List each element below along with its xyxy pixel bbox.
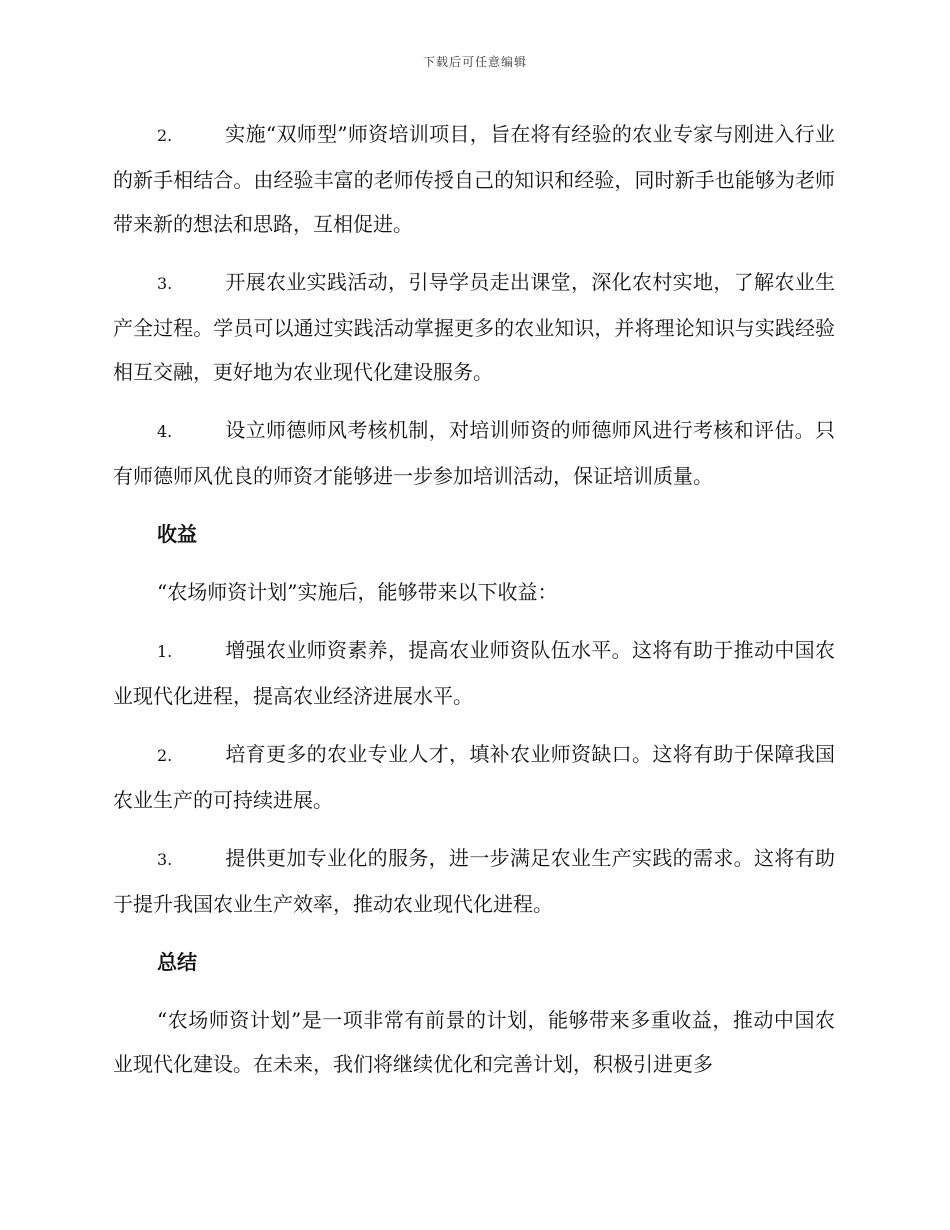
benefits-intro: “农场师资计划”实施后，能够带来以下收益： [157, 580, 558, 604]
plan-item-2 [113, 112, 835, 246]
list-number: 3. [157, 850, 173, 869]
list-number: 3. [157, 274, 173, 293]
summary-heading: 总结 [157, 950, 197, 974]
list-item-text: 设立师德师风考核机制，对培训师资的师德师风进行考核和评估。只有师德师风优良的师资才能够进一步参加培训活动，保证培训质量。 [113, 418, 835, 488]
summary-paragraph: “农场师资计划”是一项非常有前景的计划，能够带来多重收益，推动中国农业现代化建设。在未来，我们将继续优化和完善计划，积极引进更多 [113, 1008, 835, 1076]
benefit-item-1 [113, 628, 835, 718]
list-item-text: 培育更多的农业专业人才，填补农业师资缺口。这将有助于保障我国农业生产的可持续进展。 [113, 742, 835, 812]
plan-item-4 [113, 408, 835, 498]
list-item-text: 开展农业实践活动，引导学员走出课堂，深化农村实地，了解农业生产全过程。学员可以通过实践活动掌握更多的农业知识，并将理论知识与实践经验相互交融，更好地为农业现代化建设服务。 [113, 270, 835, 384]
benefit-item-3 [113, 836, 835, 926]
list-number: 1. [157, 642, 173, 661]
list-item-text: 提供更加专业化的服务，进一步满足农业生产实践的需求。这将有助于提升我国农业生产效率，推动农业现代化进程。 [113, 846, 835, 916]
page-header: 下载后可任意编辑 [422, 55, 527, 69]
list-number: 2. [157, 746, 173, 765]
list-item-text: 实施“双师型”师资培训项目，旨在将有经验的农业专家与刚进入行业的新手相结合。由经验丰富的老师传授自己的知识和经验，同时新手也能够为老师带来新的想法和思路，互相促进。 [113, 122, 835, 236]
list-item-text: 增强农业师资素养，提高农业师资队伍水平。这将有助于推动中国农业现代化进程，提高农业经济进展水平。 [113, 638, 835, 708]
benefits-heading: 收益 [157, 522, 197, 546]
plan-item-3 [113, 260, 835, 394]
list-number: 4. [157, 422, 173, 441]
document-body [113, 112, 835, 1100]
list-number: 2. [157, 126, 173, 145]
benefit-item-2 [113, 732, 835, 822]
